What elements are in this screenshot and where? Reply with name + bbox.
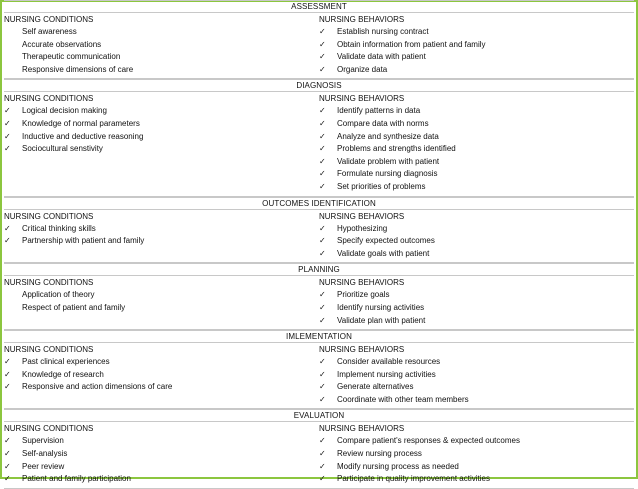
behavior-item bbox=[319, 26, 634, 39]
checkmark-icon: ✓ bbox=[4, 474, 11, 484]
checkmark-icon: ✓ bbox=[319, 169, 326, 179]
behavior-item bbox=[319, 448, 634, 461]
section-outcomes-identification bbox=[4, 197, 634, 264]
nursing-conditions-column bbox=[4, 92, 319, 195]
condition-item bbox=[4, 105, 319, 118]
behavior-label: Identify nursing activities bbox=[337, 302, 425, 312]
condition-item bbox=[4, 39, 319, 52]
behavior-label: Hypothesizing bbox=[337, 223, 388, 233]
condition-label: Sociocultural senstivity bbox=[22, 144, 103, 154]
behavior-label: Formulate nursing diagnosis bbox=[337, 169, 438, 179]
condition-label: Self awareness bbox=[22, 27, 77, 36]
checkmark-icon: ✓ bbox=[319, 357, 326, 367]
behavior-item bbox=[319, 39, 634, 52]
condition-label: Responsive dimensions of care bbox=[22, 64, 134, 74]
section-diagnosis bbox=[4, 79, 634, 196]
nursing-behaviors-column bbox=[319, 13, 634, 78]
behavior-item bbox=[319, 473, 634, 486]
checkmark-icon: ✓ bbox=[4, 144, 11, 154]
behavior-item bbox=[319, 302, 634, 315]
condition-item bbox=[4, 435, 319, 448]
checkmark-icon: ✓ bbox=[319, 131, 326, 141]
behavior-label: Modify nursing process as needed bbox=[337, 461, 459, 471]
behavior-label: Validate problem with patient bbox=[337, 156, 440, 166]
section-header: OUTCOMES IDENTIFICATION bbox=[4, 197, 634, 210]
nursing-behaviors-heading: NURSING BEHAVIORS bbox=[319, 15, 405, 24]
checkmark-icon: ✓ bbox=[4, 236, 11, 246]
item-indent bbox=[4, 289, 22, 302]
checkmark-icon: ✓ bbox=[4, 436, 11, 446]
nursing-conditions-heading: NURSING CONDITIONS bbox=[4, 424, 94, 434]
behavior-item bbox=[319, 369, 634, 382]
behavior-label: Analyze and synthesize data bbox=[337, 131, 439, 141]
section-evaluation bbox=[4, 409, 634, 488]
nursing-conditions-column bbox=[4, 276, 319, 329]
item-indent bbox=[4, 39, 22, 52]
nursing-behaviors-heading: NURSING BEHAVIORS bbox=[319, 424, 405, 434]
nursing-conditions-column bbox=[4, 343, 319, 408]
section-header: IMLEMENTATION bbox=[4, 330, 634, 343]
condition-label: Supervision bbox=[22, 436, 64, 446]
nursing-conditions-column bbox=[4, 13, 319, 78]
behavior-label: Identify patterns in data bbox=[337, 106, 421, 116]
section-header: EVALUATION bbox=[4, 409, 634, 422]
section-imlementation bbox=[4, 330, 634, 409]
behavior-item bbox=[319, 51, 634, 64]
condition-item bbox=[4, 289, 319, 302]
behavior-item bbox=[319, 168, 634, 181]
condition-label: Responsive and action dimensions of care bbox=[22, 382, 173, 392]
item-indent bbox=[4, 51, 22, 64]
section-body bbox=[4, 343, 634, 408]
nursing-conditions-column bbox=[4, 210, 319, 263]
checkmark-icon: ✓ bbox=[319, 461, 326, 471]
condition-label: Application of theory bbox=[22, 290, 95, 300]
nursing-behaviors-heading: NURSING BEHAVIORS bbox=[319, 345, 405, 355]
checkmark-icon: ✓ bbox=[319, 223, 326, 233]
condition-item bbox=[4, 448, 319, 461]
checkmark-icon: ✓ bbox=[4, 382, 11, 392]
condition-item bbox=[4, 473, 319, 486]
checkmark-icon: ✓ bbox=[319, 52, 326, 62]
checkmark-icon: ✓ bbox=[4, 106, 11, 116]
condition-label: Past clinical experiences bbox=[22, 357, 110, 367]
behavior-label: Validate goals with patient bbox=[337, 248, 430, 258]
behavior-label: Establish nursing contract bbox=[337, 27, 429, 36]
condition-item bbox=[4, 235, 319, 248]
checkmark-icon: ✓ bbox=[319, 118, 326, 128]
section-header: ASSESSMENT bbox=[4, 0, 634, 13]
condition-label: Accurate observations bbox=[22, 39, 102, 49]
nursing-behaviors-column bbox=[319, 92, 634, 195]
condition-item bbox=[4, 143, 319, 156]
behavior-item bbox=[319, 181, 634, 194]
checkmark-icon: ✓ bbox=[319, 106, 326, 116]
behavior-item bbox=[319, 156, 634, 169]
behavior-label: Participate in quality improvement activities bbox=[337, 474, 490, 484]
section-body bbox=[4, 422, 634, 487]
section-body bbox=[4, 210, 634, 263]
item-indent bbox=[4, 302, 22, 315]
behavior-label: Validate plan with patient bbox=[337, 315, 426, 325]
behavior-label: Coordinate with other team members bbox=[337, 394, 469, 404]
behavior-item bbox=[319, 118, 634, 131]
behavior-label: Set priorities of problems bbox=[337, 181, 426, 191]
section-body bbox=[4, 92, 634, 195]
checkmark-icon: ✓ bbox=[319, 394, 326, 404]
behavior-label: Obtain information from patient and family bbox=[337, 39, 486, 49]
nursing-behaviors-heading: NURSING BEHAVIORS bbox=[319, 94, 405, 104]
checkmark-icon: ✓ bbox=[4, 369, 11, 379]
condition-item bbox=[4, 223, 319, 236]
behavior-item bbox=[319, 235, 634, 248]
checkmark-icon: ✓ bbox=[319, 315, 326, 325]
condition-label: Self-analysis bbox=[22, 449, 68, 459]
nursing-process-table bbox=[4, 0, 634, 489]
condition-item bbox=[4, 356, 319, 369]
nursing-conditions-heading: NURSING CONDITIONS bbox=[4, 278, 94, 288]
behavior-item bbox=[319, 143, 634, 156]
checkmark-icon: ✓ bbox=[319, 290, 326, 300]
item-indent bbox=[4, 26, 22, 39]
checkmark-icon: ✓ bbox=[319, 449, 326, 459]
nursing-conditions-heading: NURSING CONDITIONS bbox=[4, 15, 94, 24]
item-indent bbox=[4, 64, 22, 77]
section-header: PLANNING bbox=[4, 263, 634, 276]
condition-item bbox=[4, 64, 319, 77]
checkmark-icon: ✓ bbox=[4, 223, 11, 233]
condition-label: Peer review bbox=[22, 461, 65, 471]
condition-label: Inductive and deductive reasoning bbox=[22, 131, 144, 141]
behavior-item bbox=[319, 381, 634, 394]
condition-label: Critical thinking skills bbox=[22, 223, 96, 233]
checkmark-icon: ✓ bbox=[4, 357, 11, 367]
condition-item bbox=[4, 51, 319, 64]
behavior-item bbox=[319, 461, 634, 474]
checkmark-icon: ✓ bbox=[4, 118, 11, 128]
section-planning bbox=[4, 263, 634, 330]
section-body bbox=[4, 13, 634, 78]
behavior-label: Organize data bbox=[337, 64, 388, 74]
checkmark-icon: ✓ bbox=[4, 131, 11, 141]
checkmark-icon: ✓ bbox=[319, 64, 326, 74]
behavior-item bbox=[319, 64, 634, 77]
condition-label: Patient and family participation bbox=[22, 474, 131, 484]
behavior-label: Prioritize goals bbox=[337, 290, 390, 300]
checkmark-icon: ✓ bbox=[319, 302, 326, 312]
behavior-label: Compare data with norms bbox=[337, 118, 429, 128]
nursing-behaviors-column bbox=[319, 422, 634, 487]
section-header: DIAGNOSIS bbox=[4, 79, 634, 92]
behavior-item bbox=[319, 435, 634, 448]
nursing-behaviors-column bbox=[319, 276, 634, 329]
behavior-item bbox=[319, 394, 634, 407]
condition-label: Therapeutic communication bbox=[22, 52, 121, 62]
behavior-item bbox=[319, 223, 634, 236]
checkmark-icon: ✓ bbox=[319, 39, 326, 49]
behavior-item bbox=[319, 105, 634, 118]
condition-label: Knowledge of normal parameters bbox=[22, 118, 140, 128]
behavior-item bbox=[319, 315, 634, 328]
condition-item bbox=[4, 461, 319, 474]
nursing-behaviors-heading: NURSING BEHAVIORS bbox=[319, 278, 405, 288]
checkmark-icon: ✓ bbox=[4, 461, 11, 471]
checkmark-icon: ✓ bbox=[319, 369, 326, 379]
checkmark-icon: ✓ bbox=[319, 27, 326, 36]
checkmark-icon: ✓ bbox=[319, 436, 326, 446]
section-body bbox=[4, 276, 634, 329]
condition-item bbox=[4, 302, 319, 315]
behavior-item bbox=[319, 248, 634, 261]
behavior-label: Compare patient's responses & expected outcomes bbox=[337, 436, 520, 446]
behavior-label: Review nursing process bbox=[337, 449, 422, 459]
condition-item bbox=[4, 26, 319, 39]
behavior-item bbox=[319, 131, 634, 144]
behavior-label: Specify expected outcomes bbox=[337, 236, 435, 246]
condition-item bbox=[4, 369, 319, 382]
nursing-behaviors-column bbox=[319, 343, 634, 408]
condition-label: Partnership with patient and family bbox=[22, 236, 145, 246]
condition-label: Logical decision making bbox=[22, 106, 107, 116]
behavior-label: Validate data with patient bbox=[337, 52, 426, 62]
checkmark-icon: ✓ bbox=[319, 156, 326, 166]
checkmark-icon: ✓ bbox=[4, 449, 11, 459]
behavior-item bbox=[319, 356, 634, 369]
checkmark-icon: ✓ bbox=[319, 474, 326, 484]
checkmark-icon: ✓ bbox=[319, 144, 326, 154]
nursing-behaviors-column bbox=[319, 210, 634, 263]
behavior-label: Implement nursing activities bbox=[337, 369, 436, 379]
behavior-label: Generate alternatives bbox=[337, 382, 414, 392]
checkmark-icon: ✓ bbox=[319, 248, 326, 258]
behavior-label: Consider available resources bbox=[337, 357, 441, 367]
nursing-conditions-heading: NURSING CONDITIONS bbox=[4, 211, 94, 221]
condition-label: Respect of patient and family bbox=[22, 302, 126, 312]
behavior-item bbox=[319, 289, 634, 302]
checkmark-icon: ✓ bbox=[319, 181, 326, 191]
nursing-behaviors-heading: NURSING BEHAVIORS bbox=[319, 211, 405, 221]
condition-item bbox=[4, 131, 319, 144]
condition-label: Knowledge of research bbox=[22, 369, 104, 379]
nursing-conditions-column bbox=[4, 422, 319, 487]
nursing-conditions-heading: NURSING CONDITIONS bbox=[4, 345, 94, 355]
condition-item bbox=[4, 118, 319, 131]
condition-item bbox=[4, 381, 319, 394]
checkmark-icon: ✓ bbox=[319, 236, 326, 246]
section-assessment bbox=[4, 0, 634, 79]
behavior-label: Problems and strengths identified bbox=[337, 144, 456, 154]
nursing-conditions-heading: NURSING CONDITIONS bbox=[4, 94, 94, 104]
checkmark-icon: ✓ bbox=[319, 382, 326, 392]
